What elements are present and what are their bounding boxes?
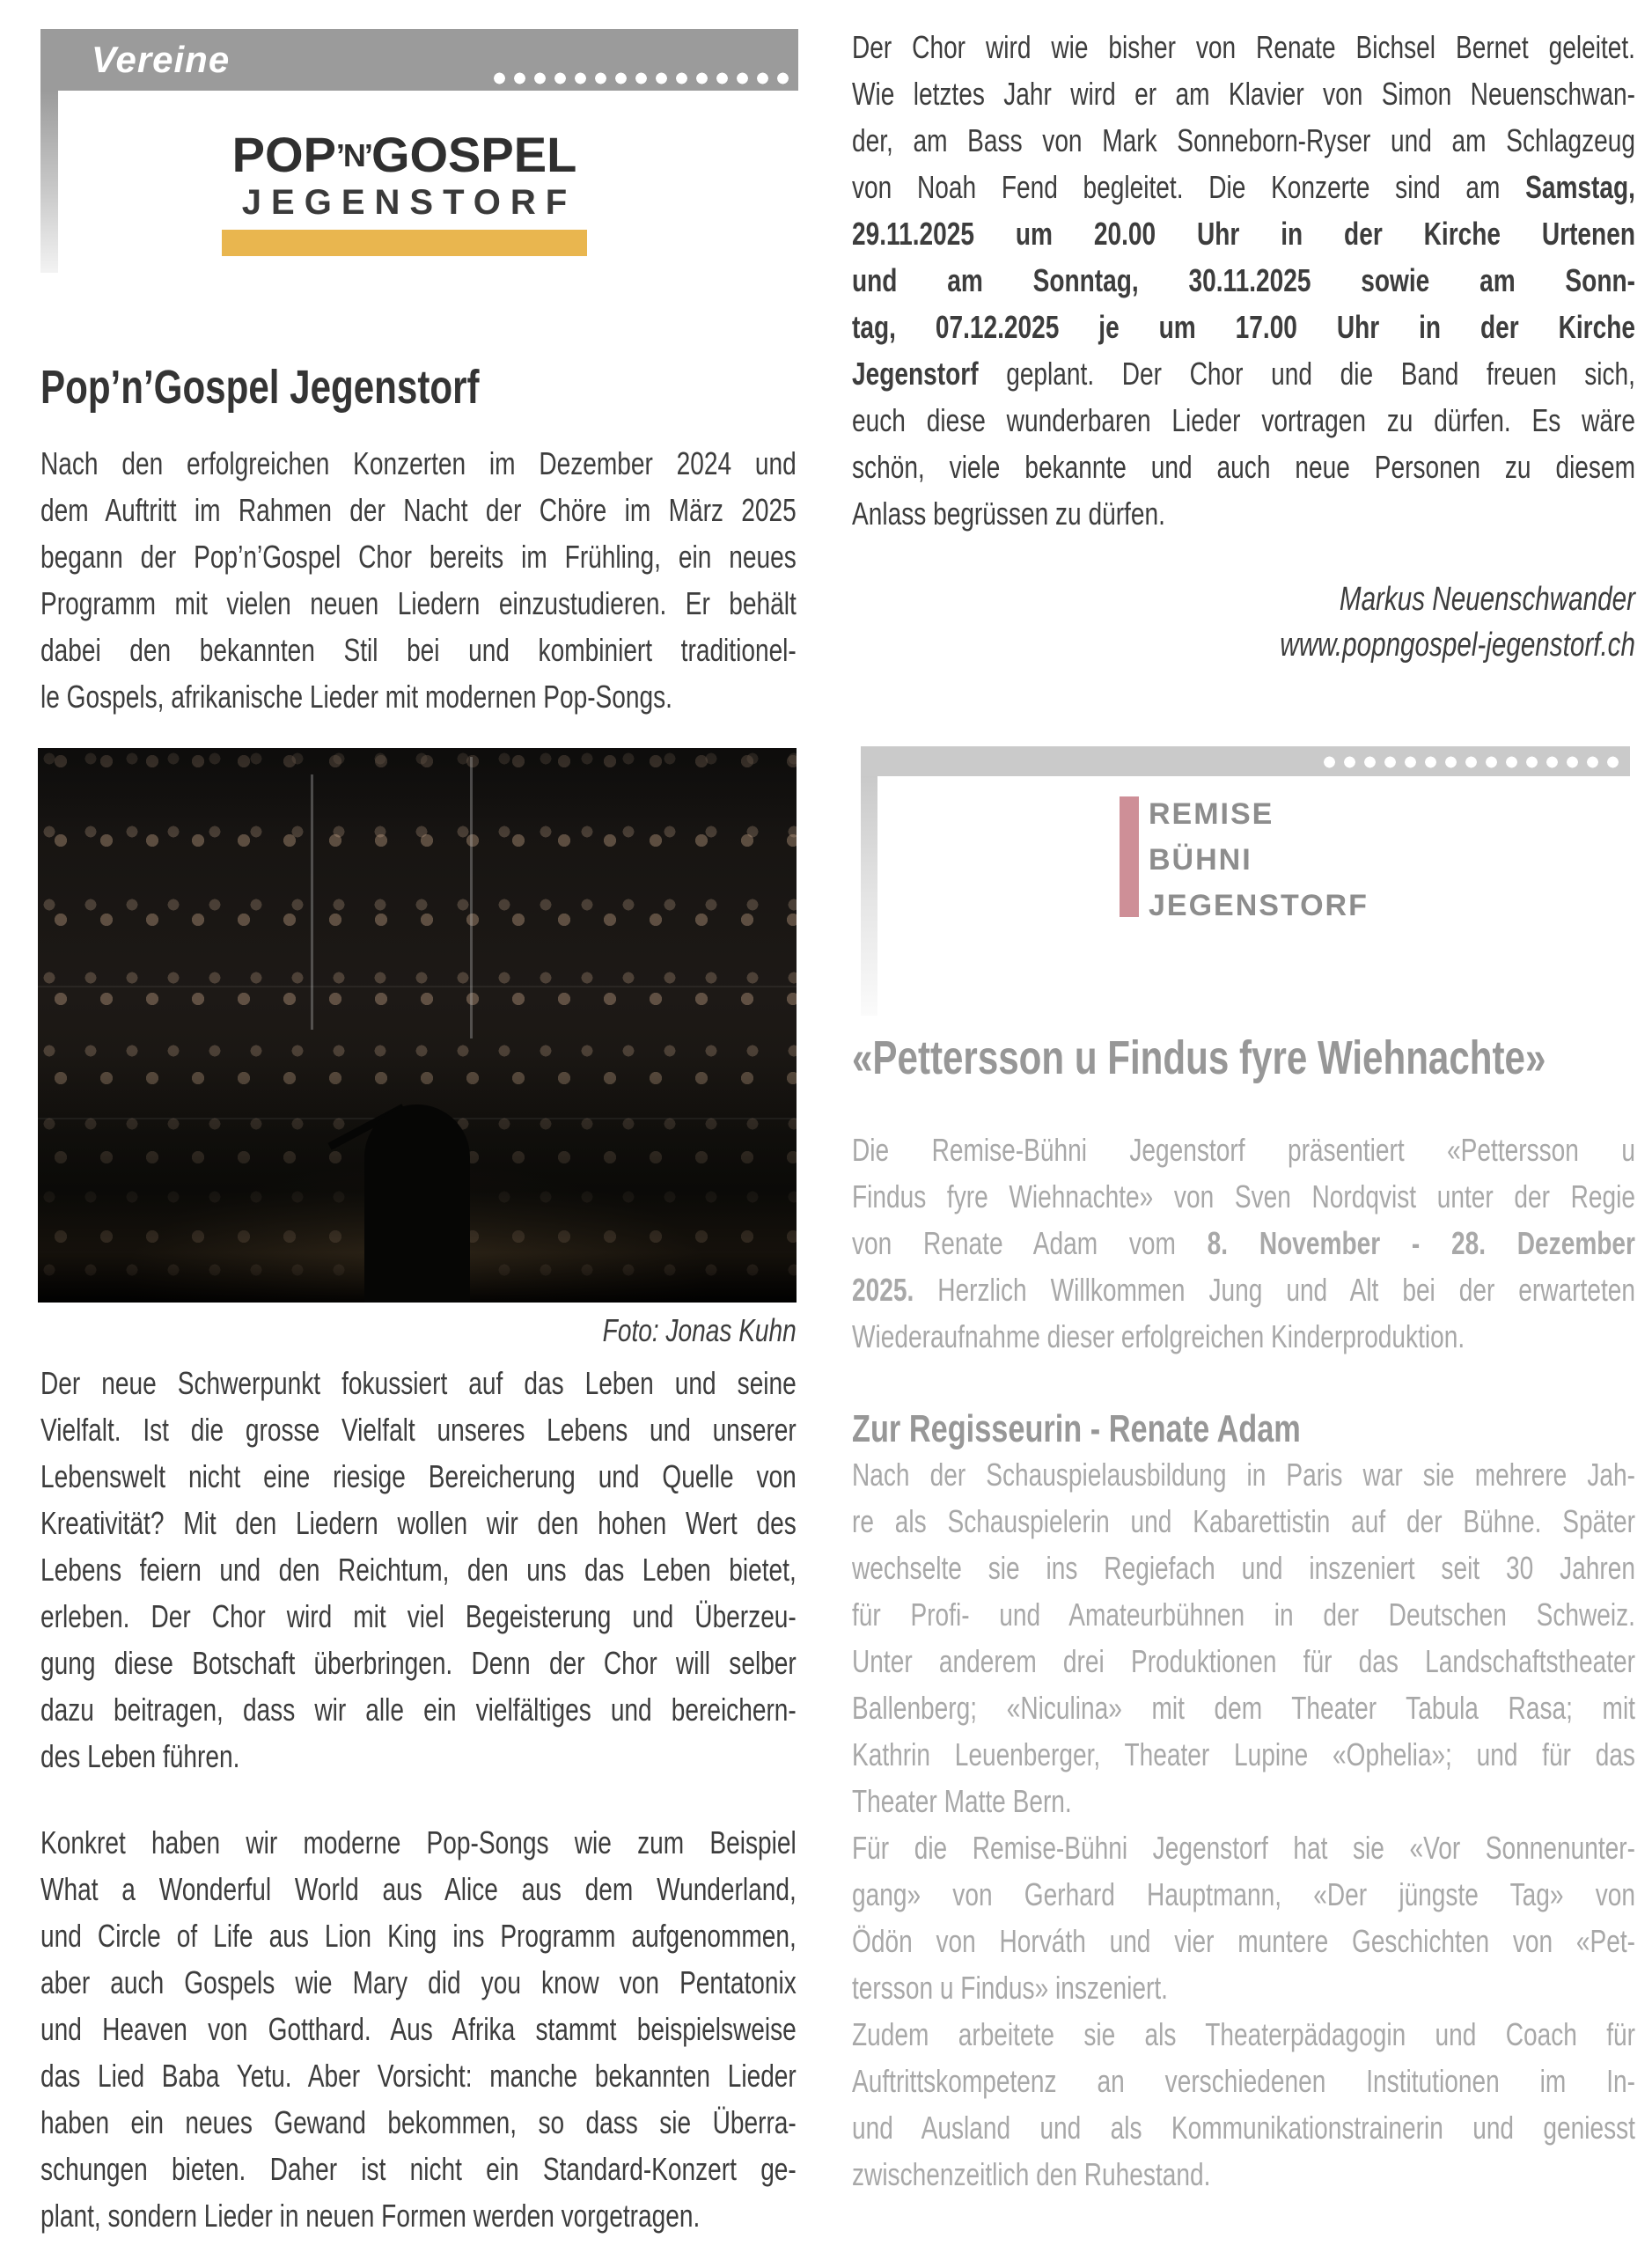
- text-line: Wiederaufnahme dieser erfolgreichen Kinderproduktion.: [852, 1318, 1465, 1354]
- text-line: Kathrin Leuenberger, Theater Lupine «Ophelia»; und für das: [852, 1736, 1635, 1772]
- article-title-right: «Pettersson u Findus fyre Wiehnachte»: [852, 1031, 1546, 1084]
- microphone-stand: [311, 774, 313, 1030]
- paragraph-left-1: [40, 440, 797, 720]
- text-line: das Lied Baba Yetu. Aber Vorsicht: manche bekannten Lieder: [40, 2058, 797, 2094]
- text-line: re als Schauspielerin und Kabarettistin auf der Bühne. Später: [852, 1503, 1635, 1539]
- remise-header-bar: [861, 746, 1630, 776]
- text-line: Kreativität? Mit den Liedern wollen wir den hohen Wert des: [40, 1505, 797, 1541]
- remise-side-strip: [861, 776, 877, 1016]
- text-line: aber auch Gospels wie Mary did you know von Pentatonix: [40, 1964, 797, 2000]
- text-line: Anlass begrüssen zu dürfen.: [852, 495, 1165, 532]
- text-line: euch diese wunderbaren Lieder vortragen zu dürfen. Es wäre: [852, 402, 1635, 438]
- paragraph-right-3c: [852, 2011, 1635, 2198]
- text-line: gung diese Botschaft überbringen. Denn der Chor will selber: [40, 1645, 797, 1681]
- text-line: dem Auftritt im Rahmen der Nacht der Chöre im März 2025: [40, 492, 797, 528]
- logo-subtitle: JEGENSTORF: [241, 183, 577, 222]
- text-line: und am Sonntag, 30.11.2025 sowie am Sonn-: [852, 262, 1635, 298]
- text-line: zwischenzeitlich den Ruhestand.: [852, 2156, 1211, 2192]
- paragraph-right-3a: [852, 1451, 1635, 1824]
- microphone-stand: [470, 757, 473, 1038]
- text-line: Der neue Schwerpunkt fokussiert auf das Leben und seine: [40, 1365, 797, 1401]
- dotted-line-decoration: [1319, 756, 1623, 768]
- remise-logo-line: BÜHNI: [1149, 843, 1252, 877]
- text-line: Ödön von Horváth und vier muntere Geschichten von «Pet-: [852, 1923, 1635, 1959]
- text-line: Jegenstorf geplant. Der Chor und die Band freuen sich,: [852, 356, 1635, 392]
- logo-word-pre: POP: [231, 127, 336, 182]
- text-line: plant, sondern Lieder in neuen Formen werden vorgetragen.: [40, 2198, 701, 2234]
- text-line: Nach der Schauspielausbildung in Paris war sie mehrere Jah-: [852, 1457, 1635, 1493]
- text-line: Lebenswelt nicht eine riesige Bereicherung und Quelle von: [40, 1458, 797, 1494]
- text-line: Der Chor wird wie bisher von Renate Bichsel Bernet geleitet.: [852, 29, 1635, 65]
- article-title-left: Pop’n’Gospel Jegenstorf: [40, 361, 480, 414]
- text-line: schön, viele bekannte und auch neue Personen zu diesem: [852, 449, 1635, 485]
- text-line: Wie letztes Jahr wird er am Klavier von Simon Neuenschwan-: [852, 76, 1635, 112]
- text-line: Theater Matte Bern.: [852, 1783, 1072, 1819]
- text-line: und Ausland und als Kommunikationstrainerin und geniesst: [852, 2110, 1635, 2146]
- text-line: le Gospels, afrikanische Lieder mit modernen Pop-Songs.: [40, 679, 672, 715]
- paragraph-left-2: [40, 1360, 797, 1780]
- text-line: für Profi- und Amateurbühnen in der Deutschen Schweiz.: [852, 1596, 1635, 1633]
- text-line: Vielfalt. Ist die grosse Vielfalt unseres Lebens und unserer: [40, 1412, 797, 1448]
- conductor-silhouette: [364, 1104, 470, 1303]
- choir-photo: [38, 748, 797, 1303]
- subheading-regisseurin: Zur Regisseurin - Renate Adam: [852, 1407, 1301, 1450]
- remise-logo-red-bar: [1120, 796, 1139, 917]
- logo-yellow-underline: [222, 230, 587, 256]
- header-side-strip: [40, 91, 58, 273]
- section-header-bar: [40, 29, 798, 91]
- remise-logo-line: JEGENSTORF: [1149, 889, 1369, 922]
- paragraph-left-3: [40, 1819, 797, 2239]
- text-line: Die Remise-Bühni Jegenstorf präsentiert «Pettersson u: [852, 1132, 1635, 1168]
- text-line: 2025. Herzlich Willkommen Jung und Alt bei der erwarteten: [852, 1272, 1635, 1308]
- text-line: gang» von Gerhard Hauptmann, «Der jüngste Tag» von: [852, 1876, 1635, 1912]
- section-label: Vereine: [92, 39, 231, 80]
- text-line: Für die Remise-Bühni Jegenstorf hat sie «Vor Sonnenunter-: [852, 1830, 1635, 1866]
- text-line: Konkret haben wir moderne Pop-Songs wie zum Beispiel: [40, 1824, 797, 1860]
- byline-name: Markus Neuenschwander: [1339, 581, 1635, 618]
- text-line: begann der Pop’n’Gospel Chor bereits im Frühling, ein neues: [40, 539, 797, 575]
- text-line: Ballenberg; «Niculina» mit dem Theater Tabula Rasa; mit: [852, 1690, 1635, 1726]
- text-line: Nach den erfolgreichen Konzerten im Dezember 2024 und: [40, 445, 797, 481]
- text-line: Programm mit vielen neuen Liedern einzustudieren. Er behält: [40, 585, 797, 621]
- text-line: Zudem arbeitete sie als Theaterpädagogin und Coach für: [852, 2016, 1635, 2052]
- text-line: Auftrittskompetenz an verschiedenen Institutionen im In-: [852, 2063, 1635, 2099]
- paragraph-right-2: [852, 1126, 1635, 1360]
- text-line: von Noah Fend begleitet. Die Konzerte sind am Samstag,: [852, 169, 1635, 205]
- logo-wordmark: [222, 128, 587, 182]
- text-line: der, am Bass von Mark Sonneborn-Ryser und am Schlagzeug: [852, 122, 1635, 158]
- text-line: tersson u Findus» inszeniert.: [852, 1970, 1168, 2006]
- text-line: Findus fyre Wiehnachte» von Sven Nordqvist unter der Regie: [852, 1178, 1635, 1215]
- text-line: und Heaven von Gotthard. Aus Afrika stammt beispielsweise: [40, 2011, 797, 2047]
- remise-logo: [1149, 791, 1369, 928]
- text-line: Unter anderem drei Produktionen für das Landschaftstheater: [852, 1643, 1635, 1679]
- text-line: von Renate Adam vom 8. November - 28. Dezember: [852, 1225, 1635, 1261]
- text-line: haben ein neues Gewand bekommen, so dass sie Überra-: [40, 2104, 797, 2140]
- text-line: dazu beitragen, dass wir alle ein vielfältiges und bereichern-: [40, 1692, 797, 1728]
- logo-word-post: GOSPEL: [371, 127, 577, 182]
- stage-riser: [38, 986, 797, 987]
- paragraph-right-1: [852, 24, 1635, 537]
- text-line: des Leben führen.: [40, 1738, 240, 1774]
- dotted-line-decoration: [489, 72, 793, 84]
- logo-word-mid: ’N’: [335, 137, 371, 173]
- text-line: What a Wonderful World aus Alice aus dem Wunderland,: [40, 1871, 797, 1907]
- text-line: tag, 07.12.2025 je um 17.00 Uhr in der Kirche: [852, 309, 1635, 345]
- popngospel-logo: [222, 128, 587, 256]
- text-line: schungen bieten. Daher ist nicht ein Standard-Konzert ge-: [40, 2151, 797, 2187]
- byline-url: www.popngospel-jegenstorf.ch: [1280, 627, 1635, 664]
- text-line: Lebens feiern und den Reichtum, den uns das Leben bietet,: [40, 1552, 797, 1588]
- byline: [852, 576, 1635, 668]
- photo-caption: Foto: Jonas Kuhn: [602, 1312, 797, 1348]
- text-line: erleben. Der Chor wird mit viel Begeisterung und Überzeu-: [40, 1598, 797, 1634]
- text-line: dabei den bekannten Stil bei und kombiniert traditionel-: [40, 632, 797, 668]
- text-line: wechselte sie ins Regiefach und inszeniert seit 30 Jahren: [852, 1550, 1635, 1586]
- text-line: und Circle of Life aus Lion King ins Programm aufgenommen,: [40, 1918, 797, 1954]
- remise-logo-line: REMISE: [1149, 797, 1274, 831]
- text-line: 29.11.2025 um 20.00 Uhr in der Kirche Urtenen: [852, 216, 1635, 252]
- paragraph-right-3b: [852, 1824, 1635, 2011]
